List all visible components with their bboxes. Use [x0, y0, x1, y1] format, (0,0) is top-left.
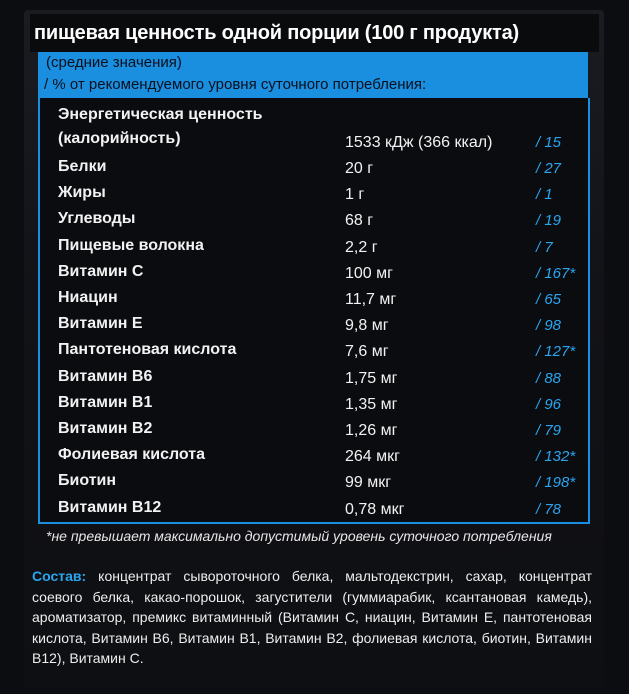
energy-label: Энергетическая ценность	[58, 106, 263, 123]
nutrient-row	[40, 444, 588, 470]
nutrient-amount: 264 мкг	[345, 448, 400, 466]
nutrient-row	[40, 261, 588, 287]
nutrient-name: Витамин В2	[58, 420, 153, 437]
nutrient-name: Биотин	[58, 472, 117, 490]
nutrient-amount: 20 г	[345, 160, 374, 177]
nutrition-table	[38, 98, 590, 524]
nutrient-name: Витамин Е	[58, 315, 143, 333]
nutrient-pct: / 19	[536, 212, 562, 230]
nutrient-row	[40, 208, 588, 234]
nutrient-amount: 1,75 мг	[345, 369, 398, 387]
nutrient-pct: / 127*	[536, 343, 576, 361]
footnote: *не превышает максимально допустимый уровень суточного потребления	[46, 528, 552, 544]
nutrient-pct: / 1	[536, 186, 553, 204]
nutrient-pct: / 167*	[536, 264, 576, 282]
nutrient-amount: 99 мкг	[345, 474, 392, 492]
nutrient-row	[40, 235, 588, 261]
nutrient-pct: / 78	[536, 500, 562, 518]
nutrient-amount: 1,26 мг	[345, 422, 398, 439]
nutrient-amount: 2,2 г	[345, 238, 378, 256]
nutrient-name: Ниацин	[58, 289, 118, 306]
energy-row	[40, 104, 588, 130]
nutrient-row	[40, 313, 588, 339]
nutrient-row	[40, 339, 588, 365]
nutrition-title: пищевая ценность одной порции (100 г продукта)	[30, 14, 599, 52]
composition	[32, 566, 592, 669]
nutrient-name: Углеводы	[58, 210, 136, 228]
nutrient-name: Витамин В6	[58, 367, 153, 385]
nutrient-amount: 0,78 мкг	[345, 500, 405, 518]
nutrient-amount: 7,6 мг	[345, 343, 389, 361]
nutrient-row	[40, 497, 588, 523]
nutrient-row	[40, 418, 588, 444]
nutrient-amount: 11,7 мг	[345, 291, 397, 308]
nutrient-row	[40, 392, 588, 418]
nutrient-row	[40, 182, 588, 208]
nutrient-amount: 1,35 мг	[345, 395, 398, 413]
nutrient-pct: / 7	[536, 238, 553, 256]
nutrient-pct: / 79	[536, 422, 562, 439]
nutrient-amount: 1 г	[345, 186, 365, 204]
energy-values-row	[40, 130, 588, 156]
nutrient-row	[40, 156, 588, 182]
nutrient-row	[40, 287, 588, 313]
nutrient-name: Жиры	[58, 184, 106, 202]
subtitle-band	[38, 52, 588, 98]
nutrient-amount: 100 мг	[345, 264, 393, 282]
nutrient-amount: 68 г	[345, 212, 374, 230]
nutrient-amount: 9,8 мг	[345, 317, 389, 335]
nutrient-pct: / 198*	[536, 474, 576, 492]
energy-pct: / 15	[536, 134, 562, 151]
nutrient-name: Витамин В12	[58, 498, 162, 516]
nutrient-pct: / 96	[536, 395, 562, 413]
nutrient-pct: / 65	[536, 291, 562, 308]
nutrient-pct: / 88	[536, 369, 562, 387]
subtitle-percent-note: / % от рекомендуемого уровня суточного потребления:	[44, 76, 427, 93]
nutrient-pct: / 27	[536, 160, 562, 177]
nutrient-row	[40, 366, 588, 392]
subtitle-average: (средние значения)	[46, 54, 182, 71]
nutrient-pct: / 132*	[536, 448, 576, 466]
composition-label: Состав:	[32, 568, 87, 584]
nutrient-name: Витамин С	[58, 262, 144, 280]
energy-amount: 1533 кДж (366 ккал)	[345, 134, 493, 151]
nutrient-row	[40, 470, 588, 496]
nutrient-pct: / 98	[536, 317, 562, 335]
nutrient-name: Пищевые волокна	[58, 236, 204, 254]
nutrient-name: Белки	[58, 158, 107, 175]
nutrient-name: Фолиевая кислота	[58, 446, 206, 464]
nutrient-name: Пантотеновая кислота	[58, 341, 237, 359]
nutrient-name: Витамин В1	[58, 393, 153, 411]
energy-label-sub: (калорийность)	[58, 130, 181, 147]
composition-text: концентрат сывороточного белка, мальтодекстрин, сахар, концентрат соевого белка, какао-порошок, загустители (гуммиарабик, ксантановая камедь), ароматизатор, премикс витаминный (Витамин С, ниацин, Витамин Е, пантотеновая кислота, Витамин В6, Витамин В1, Витамин В2, фолиевая кислота, биотин, Витамин В12), Витамин С.	[32, 568, 592, 666]
